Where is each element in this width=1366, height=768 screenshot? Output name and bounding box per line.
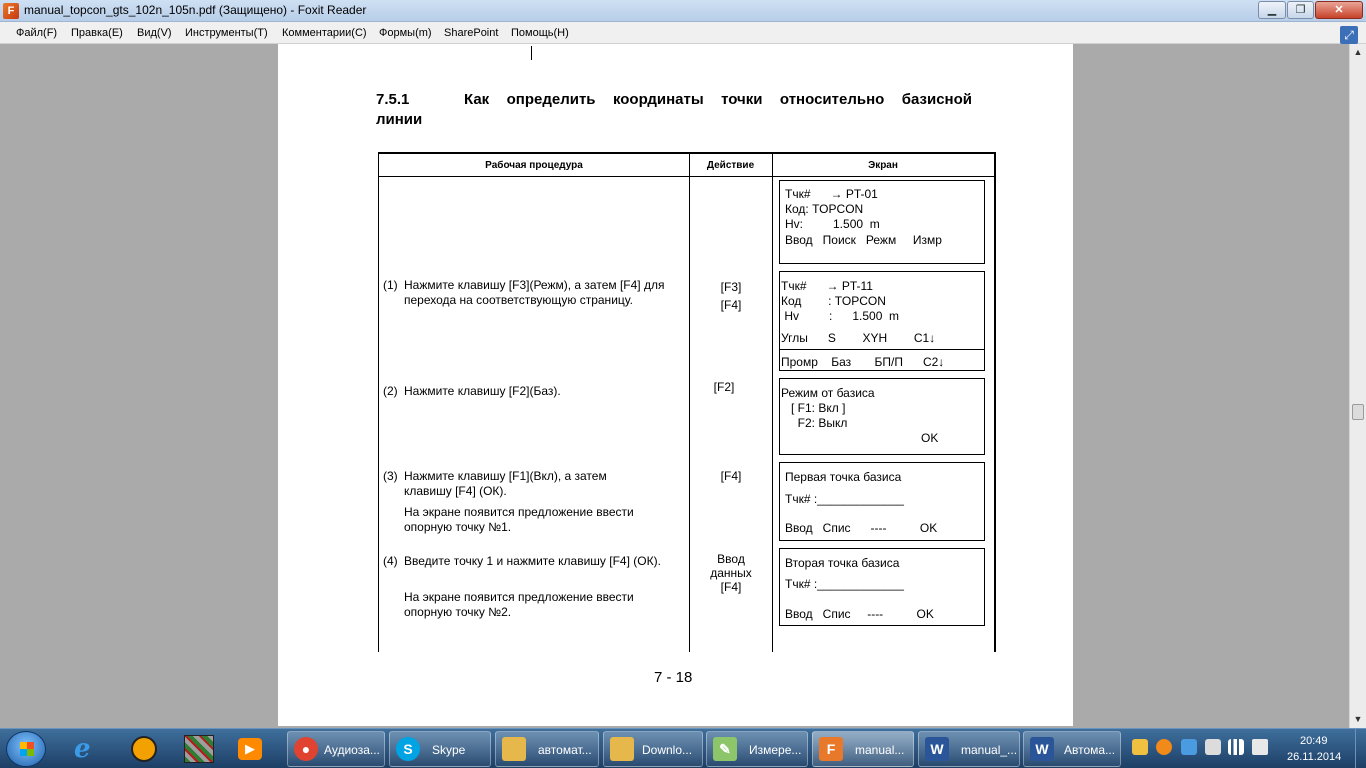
screen-line: Код: TOPCON bbox=[785, 202, 864, 216]
instrument-screen bbox=[779, 378, 985, 455]
internet-explorer-icon[interactable]: e bbox=[74, 734, 91, 764]
header-procedure: Рабочая процедура bbox=[485, 160, 583, 171]
step-action: Ввод данных [F4] bbox=[710, 552, 752, 594]
screen-line: F2: Выкл bbox=[781, 416, 848, 430]
vertical-scrollbar[interactable] bbox=[1349, 44, 1366, 728]
windows-logo-icon bbox=[20, 742, 34, 756]
game-app-icon[interactable] bbox=[182, 733, 218, 765]
taskbar-item-label: manual... bbox=[855, 743, 905, 757]
notepad-icon: ✎ bbox=[713, 737, 737, 761]
screen-line: Ввод Спис ---- OK bbox=[785, 607, 934, 621]
screen-line: Ввод Поиск Режм Измр bbox=[785, 233, 942, 247]
instrument-screen bbox=[779, 180, 985, 264]
screen-line: Ввод Спис ---- OK bbox=[785, 521, 938, 535]
taskbar-item-label: Аудиоза... bbox=[324, 743, 380, 757]
volume-tray-icon[interactable] bbox=[1252, 739, 1268, 755]
screen-line: Тчк# :_____________ bbox=[785, 492, 904, 506]
menu-edit[interactable]: Правка(E) bbox=[71, 27, 123, 39]
avast-tray-icon[interactable] bbox=[1156, 739, 1172, 755]
scroll-thumb[interactable] bbox=[1352, 404, 1364, 420]
screen-line: Тчк# → PT-11 bbox=[781, 279, 873, 293]
folder-icon bbox=[502, 737, 526, 761]
screen-line: [ F1: Вкл ] bbox=[781, 401, 846, 415]
menu-forms[interactable]: Формы(m) bbox=[379, 27, 432, 39]
screen-line: OK bbox=[781, 431, 939, 445]
step-note: На экране появится предложение ввести опорную точку №1. bbox=[404, 505, 634, 534]
signal-tray-icon[interactable] bbox=[1228, 739, 1244, 755]
taskbar-item-label: Измере... bbox=[749, 743, 802, 757]
scroll-up-arrow-icon[interactable]: ▲ bbox=[1353, 47, 1363, 57]
step-text: Нажмите клавишу [F2](Баз). bbox=[404, 384, 561, 398]
screen-line: Углы S XYH C1↓ bbox=[781, 331, 936, 345]
taskbar-item-label: Skype bbox=[432, 743, 466, 757]
menu-file[interactable]: Файл(F) bbox=[16, 27, 58, 39]
instrument-screen bbox=[779, 271, 985, 371]
section-title-line1: Как определить координаты точки относительно базисной bbox=[464, 91, 972, 108]
step-text: Нажмите клавишу [F3](Режм), а затем [F4] для перехода на соответствующую страницу. bbox=[404, 278, 665, 307]
header-action: Действие bbox=[706, 160, 755, 171]
menu-bar bbox=[0, 22, 1366, 44]
step-number: (1) bbox=[383, 278, 398, 292]
menu-comments[interactable]: Комментарии(C) bbox=[282, 27, 367, 39]
screen-line: Hv : 1.500 m bbox=[781, 309, 900, 323]
menu-sharepoint[interactable]: SharePoint bbox=[444, 27, 499, 39]
screen-line: Промр Баз БП/П C2↓ bbox=[781, 355, 945, 369]
screen-divider bbox=[780, 349, 984, 350]
minimize-button[interactable]: ▁ bbox=[1258, 1, 1286, 19]
screen-line: Тчк# :_____________ bbox=[785, 577, 904, 591]
table-header-divider bbox=[379, 176, 994, 177]
step-action: [F2] bbox=[713, 380, 735, 394]
header-screen: Экран bbox=[868, 160, 898, 171]
foxit-icon: F bbox=[819, 737, 843, 761]
title-bar bbox=[0, 0, 1366, 22]
start-button[interactable] bbox=[6, 731, 46, 767]
skype-icon: S bbox=[396, 737, 420, 761]
screen-line: Код : TOPCON bbox=[781, 294, 886, 308]
taskbar-item[interactable] bbox=[1023, 731, 1121, 767]
procedure-table bbox=[378, 152, 996, 652]
scroll-down-arrow-icon[interactable]: ▼ bbox=[1353, 714, 1363, 724]
screen-line: Hv: 1.500 m bbox=[785, 217, 880, 231]
table-column-divider bbox=[689, 154, 690, 652]
taskbar-item[interactable] bbox=[389, 731, 491, 767]
window-title: manual_topcon_gts_102n_105n.pdf (Защищено) - Foxit Reader bbox=[24, 3, 367, 17]
taskbar-item-label: автомат... bbox=[538, 743, 592, 757]
pdf-page bbox=[278, 44, 1073, 726]
step-action: [F4] bbox=[720, 469, 742, 483]
taskbar-item-label: manual_... bbox=[961, 743, 1017, 757]
show-desktop-button[interactable] bbox=[1355, 729, 1366, 768]
close-button[interactable]: ✕ bbox=[1315, 1, 1363, 19]
screen-line: Вторая точка базиса bbox=[785, 556, 900, 570]
step-number: (2) bbox=[383, 384, 398, 398]
maximize-button[interactable]: ❐ bbox=[1287, 1, 1314, 19]
network-tray-icon[interactable] bbox=[1181, 739, 1197, 755]
table-column-divider bbox=[772, 154, 773, 652]
taskbar bbox=[0, 728, 1366, 768]
word-icon: W bbox=[1030, 737, 1054, 761]
page-divider-mark bbox=[531, 46, 532, 60]
user-tray-icon[interactable] bbox=[1132, 739, 1148, 755]
avast-icon[interactable] bbox=[127, 733, 163, 765]
menu-help[interactable]: Помощь(H) bbox=[511, 27, 569, 39]
clock-date[interactable]: 26.11.2014 bbox=[1287, 751, 1342, 763]
clock-time[interactable]: 20:49 bbox=[1300, 735, 1328, 747]
foxit-app-icon[interactable]: F bbox=[3, 3, 19, 19]
section-number: 7.5.1 bbox=[376, 91, 410, 108]
taskbar-item[interactable] bbox=[918, 731, 1020, 767]
restore-view-icon[interactable]: ⤢ bbox=[1340, 26, 1358, 44]
page-number: 7 - 18 bbox=[654, 669, 693, 686]
screen-line: Режим от базиса bbox=[781, 386, 875, 400]
folder-icon bbox=[610, 737, 634, 761]
step-number: (3) bbox=[383, 469, 398, 483]
section-title-line2: линии bbox=[376, 111, 423, 128]
screen-line: Тчк# → PT-01 bbox=[785, 187, 878, 201]
step-number: (4) bbox=[383, 554, 398, 568]
media-player-icon[interactable]: ▶ bbox=[233, 733, 269, 765]
usb-tray-icon[interactable] bbox=[1205, 739, 1221, 755]
taskbar-item-label: Автома... bbox=[1064, 743, 1116, 757]
step-text: Введите точку 1 и нажмите клавишу [F4] (ОК). bbox=[404, 554, 661, 568]
menu-view[interactable]: Вид(V) bbox=[137, 27, 172, 39]
menu-tools[interactable]: Инструменты(T) bbox=[185, 27, 268, 39]
taskbar-item[interactable] bbox=[706, 731, 808, 767]
instrument-screen bbox=[779, 462, 985, 541]
instrument-screen bbox=[779, 548, 985, 626]
taskbar-item-label: Downlo... bbox=[642, 743, 693, 757]
step-note: На экране появится предложение ввести опорную точку №2. bbox=[404, 590, 634, 619]
chrome-icon: ● bbox=[294, 737, 318, 761]
step-action: [F3] [F4] bbox=[720, 280, 742, 312]
taskbar-item[interactable] bbox=[287, 731, 385, 767]
step-text: Нажмите клавишу [F1](Вкл), а затем клавишу [F4] (ОК). bbox=[404, 469, 607, 498]
word-icon: W bbox=[925, 737, 949, 761]
taskbar-item[interactable] bbox=[495, 731, 599, 767]
taskbar-item[interactable] bbox=[812, 731, 914, 767]
screen-line: Первая точка базиса bbox=[785, 470, 902, 484]
taskbar-item[interactable] bbox=[603, 731, 703, 767]
